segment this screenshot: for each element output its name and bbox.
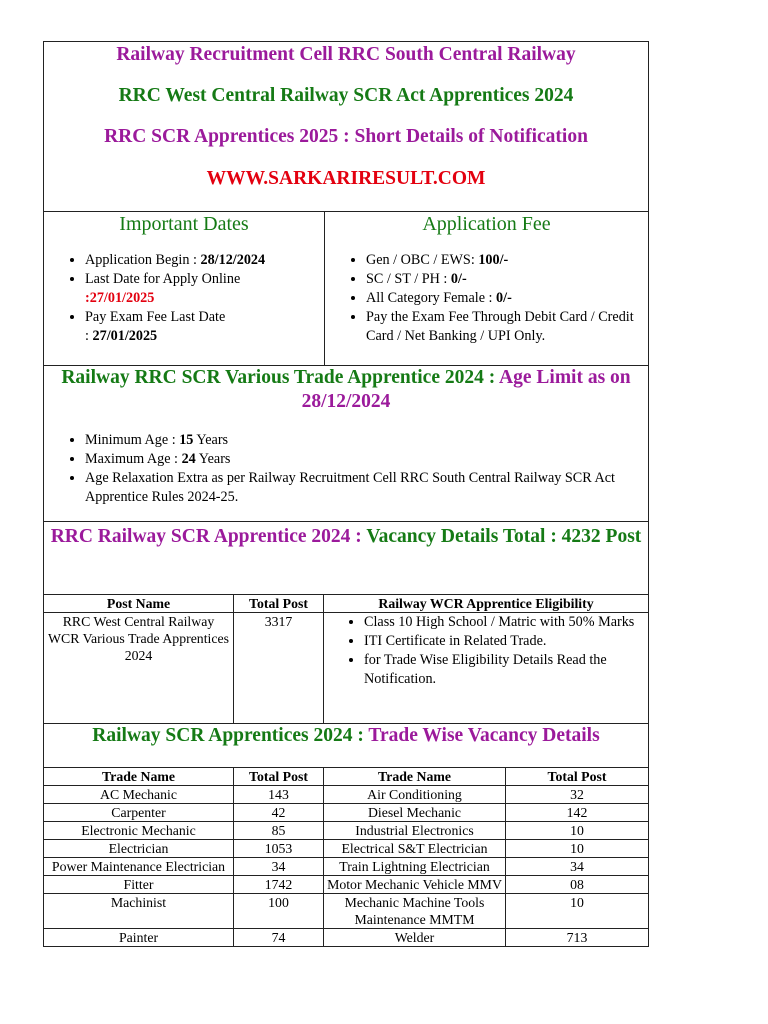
- list-item: • Application Begin : 28/12/2024: [85, 251, 324, 270]
- trade-name-cell: Industrial Electronics: [324, 821, 506, 839]
- trade-heading: Railway SCR Apprentices 2024 : Trade Wise Vacancy Details: [92, 724, 600, 746]
- column-header: Post Name: [44, 595, 234, 613]
- column-header: Trade Name: [324, 768, 506, 786]
- total-post-cell: 142: [506, 803, 649, 821]
- header-line-2: RRC West Central Railway SCR Act Apprentices 2024: [118, 85, 574, 106]
- eligibility-cell: [324, 613, 649, 723]
- list-item: • Gen / OBC / EWS: 100/-: [366, 251, 648, 270]
- trade-name-cell: Power Maintenance Electrician: [44, 857, 234, 875]
- total-post-cell: 1053: [234, 839, 324, 857]
- total-post-cell: 713: [506, 928, 649, 946]
- total-post-cell: 32: [506, 785, 649, 803]
- list-item: • ITI Certificate in Related Trade.: [364, 632, 645, 651]
- notification-document: [43, 41, 649, 947]
- list-item: • Minimum Age : 15 Years: [85, 431, 618, 450]
- trade-name-cell: Mechanic Machine Tools Maintenance MMTM: [324, 893, 506, 928]
- total-post-cell: 85: [234, 821, 324, 839]
- important-dates-heading: Important Dates: [119, 213, 249, 235]
- eligibility-list: [327, 613, 645, 689]
- table-row: [44, 785, 648, 803]
- application-fee-section: [325, 212, 648, 365]
- header-line-1: Railway Recruitment Cell RRC South Central Railway: [116, 44, 576, 65]
- header-block: [44, 42, 648, 212]
- column-header: Trade Name: [44, 768, 234, 786]
- vacancy-heading: RRC Railway SCR Apprentice 2024 : Vacancy Details Total : 4232 Post: [50, 526, 642, 547]
- table-row: [44, 821, 648, 839]
- column-header: Railway WCR Apprentice Eligibility: [324, 595, 649, 613]
- list-item: • Pay the Exam Fee Through Debit Card / Credit Card / Net Banking / UPI Only.: [366, 308, 648, 346]
- list-item: • Class 10 High School / Matric with 50% Marks: [364, 613, 645, 632]
- total-post-cell: 100: [234, 893, 324, 928]
- table-header-row: [44, 595, 648, 613]
- total-post-cell: 10: [506, 893, 649, 928]
- total-post-cell: 1742: [234, 875, 324, 893]
- total-post-cell: 34: [506, 857, 649, 875]
- dates-fee-block: [44, 212, 648, 366]
- table-row: [44, 928, 648, 946]
- trade-name-cell: Train Lightning Electrician: [324, 857, 506, 875]
- table-row: [44, 893, 648, 928]
- list-item: • All Category Female : 0/-: [366, 289, 648, 308]
- total-post-cell: 08: [506, 875, 649, 893]
- trade-name-cell: Electrical S&T Electrician: [324, 839, 506, 857]
- trade-name-cell: Electronic Mechanic: [44, 821, 234, 839]
- total-post-cell: 42: [234, 803, 324, 821]
- trade-name-cell: Machinist: [44, 893, 234, 928]
- table-row: [44, 803, 648, 821]
- total-post-cell: 143: [234, 785, 324, 803]
- total-post-cell: 10: [506, 839, 649, 857]
- table-row: [44, 839, 648, 857]
- trade-name-cell: Painter: [44, 928, 234, 946]
- application-fee-heading: Application Fee: [422, 213, 551, 235]
- application-fee-list: [325, 251, 648, 346]
- trade-name-cell: Carpenter: [44, 803, 234, 821]
- trade-table: [44, 768, 648, 946]
- age-limit-list: [44, 431, 648, 507]
- table-row: [44, 875, 648, 893]
- table-row: [44, 857, 648, 875]
- column-header: Total Post: [506, 768, 649, 786]
- total-post-cell: 10: [506, 821, 649, 839]
- trade-name-cell: Diesel Mechanic: [324, 803, 506, 821]
- list-item: • Last Date for Apply Online :27/01/2025: [85, 270, 324, 308]
- list-item: • SC / ST / PH : 0/-: [366, 270, 648, 289]
- trade-heading-block: [44, 724, 648, 768]
- trade-name-cell: Fitter: [44, 875, 234, 893]
- column-header: Total Post: [234, 768, 324, 786]
- total-post-cell: 74: [234, 928, 324, 946]
- trade-name-cell: Welder: [324, 928, 506, 946]
- list-item: • Age Relaxation Extra as per Railway Recruitment Cell RRC South Central Railway SCR Act Apprentice Rules 2024-25.: [85, 469, 618, 507]
- post-name-cell: RRC West Central Railway WCR Various Trade Apprentices 2024: [44, 613, 234, 723]
- vacancy-heading-block: [44, 525, 648, 595]
- trade-name-cell: Electrician: [44, 839, 234, 857]
- website-link[interactable]: WWW.SARKARIRESULT.COM: [206, 168, 486, 189]
- trade-name-cell: AC Mechanic: [44, 785, 234, 803]
- vacancy-table-block: [44, 595, 648, 724]
- table-header-row: [44, 768, 648, 786]
- age-limit-heading: Railway RRC SCR Various Trade Apprentice 2024 : Age Limit as on 28/12/2024: [61, 367, 631, 412]
- list-item: • Maximum Age : 24 Years: [85, 450, 618, 469]
- total-post-cell: 34: [234, 857, 324, 875]
- important-dates-section: [44, 212, 325, 365]
- important-dates-list: [44, 251, 324, 346]
- trade-name-cell: Air Conditioning: [324, 785, 506, 803]
- table-row: [44, 613, 648, 723]
- list-item: • for Trade Wise Eligibility Details Read the Notification.: [364, 651, 645, 689]
- age-limit-block: [44, 366, 648, 522]
- trade-table-block: [44, 768, 648, 946]
- list-item: • Pay Exam Fee Last Date : 27/01/2025: [85, 308, 324, 346]
- column-header: Total Post: [234, 595, 324, 613]
- vacancy-table: [44, 595, 648, 723]
- total-post-cell: 3317: [234, 613, 324, 723]
- header-line-3: RRC SCR Apprentices 2025 : Short Details of Notification: [104, 126, 588, 147]
- trade-name-cell: Motor Mechanic Vehicle MMV: [324, 875, 506, 893]
